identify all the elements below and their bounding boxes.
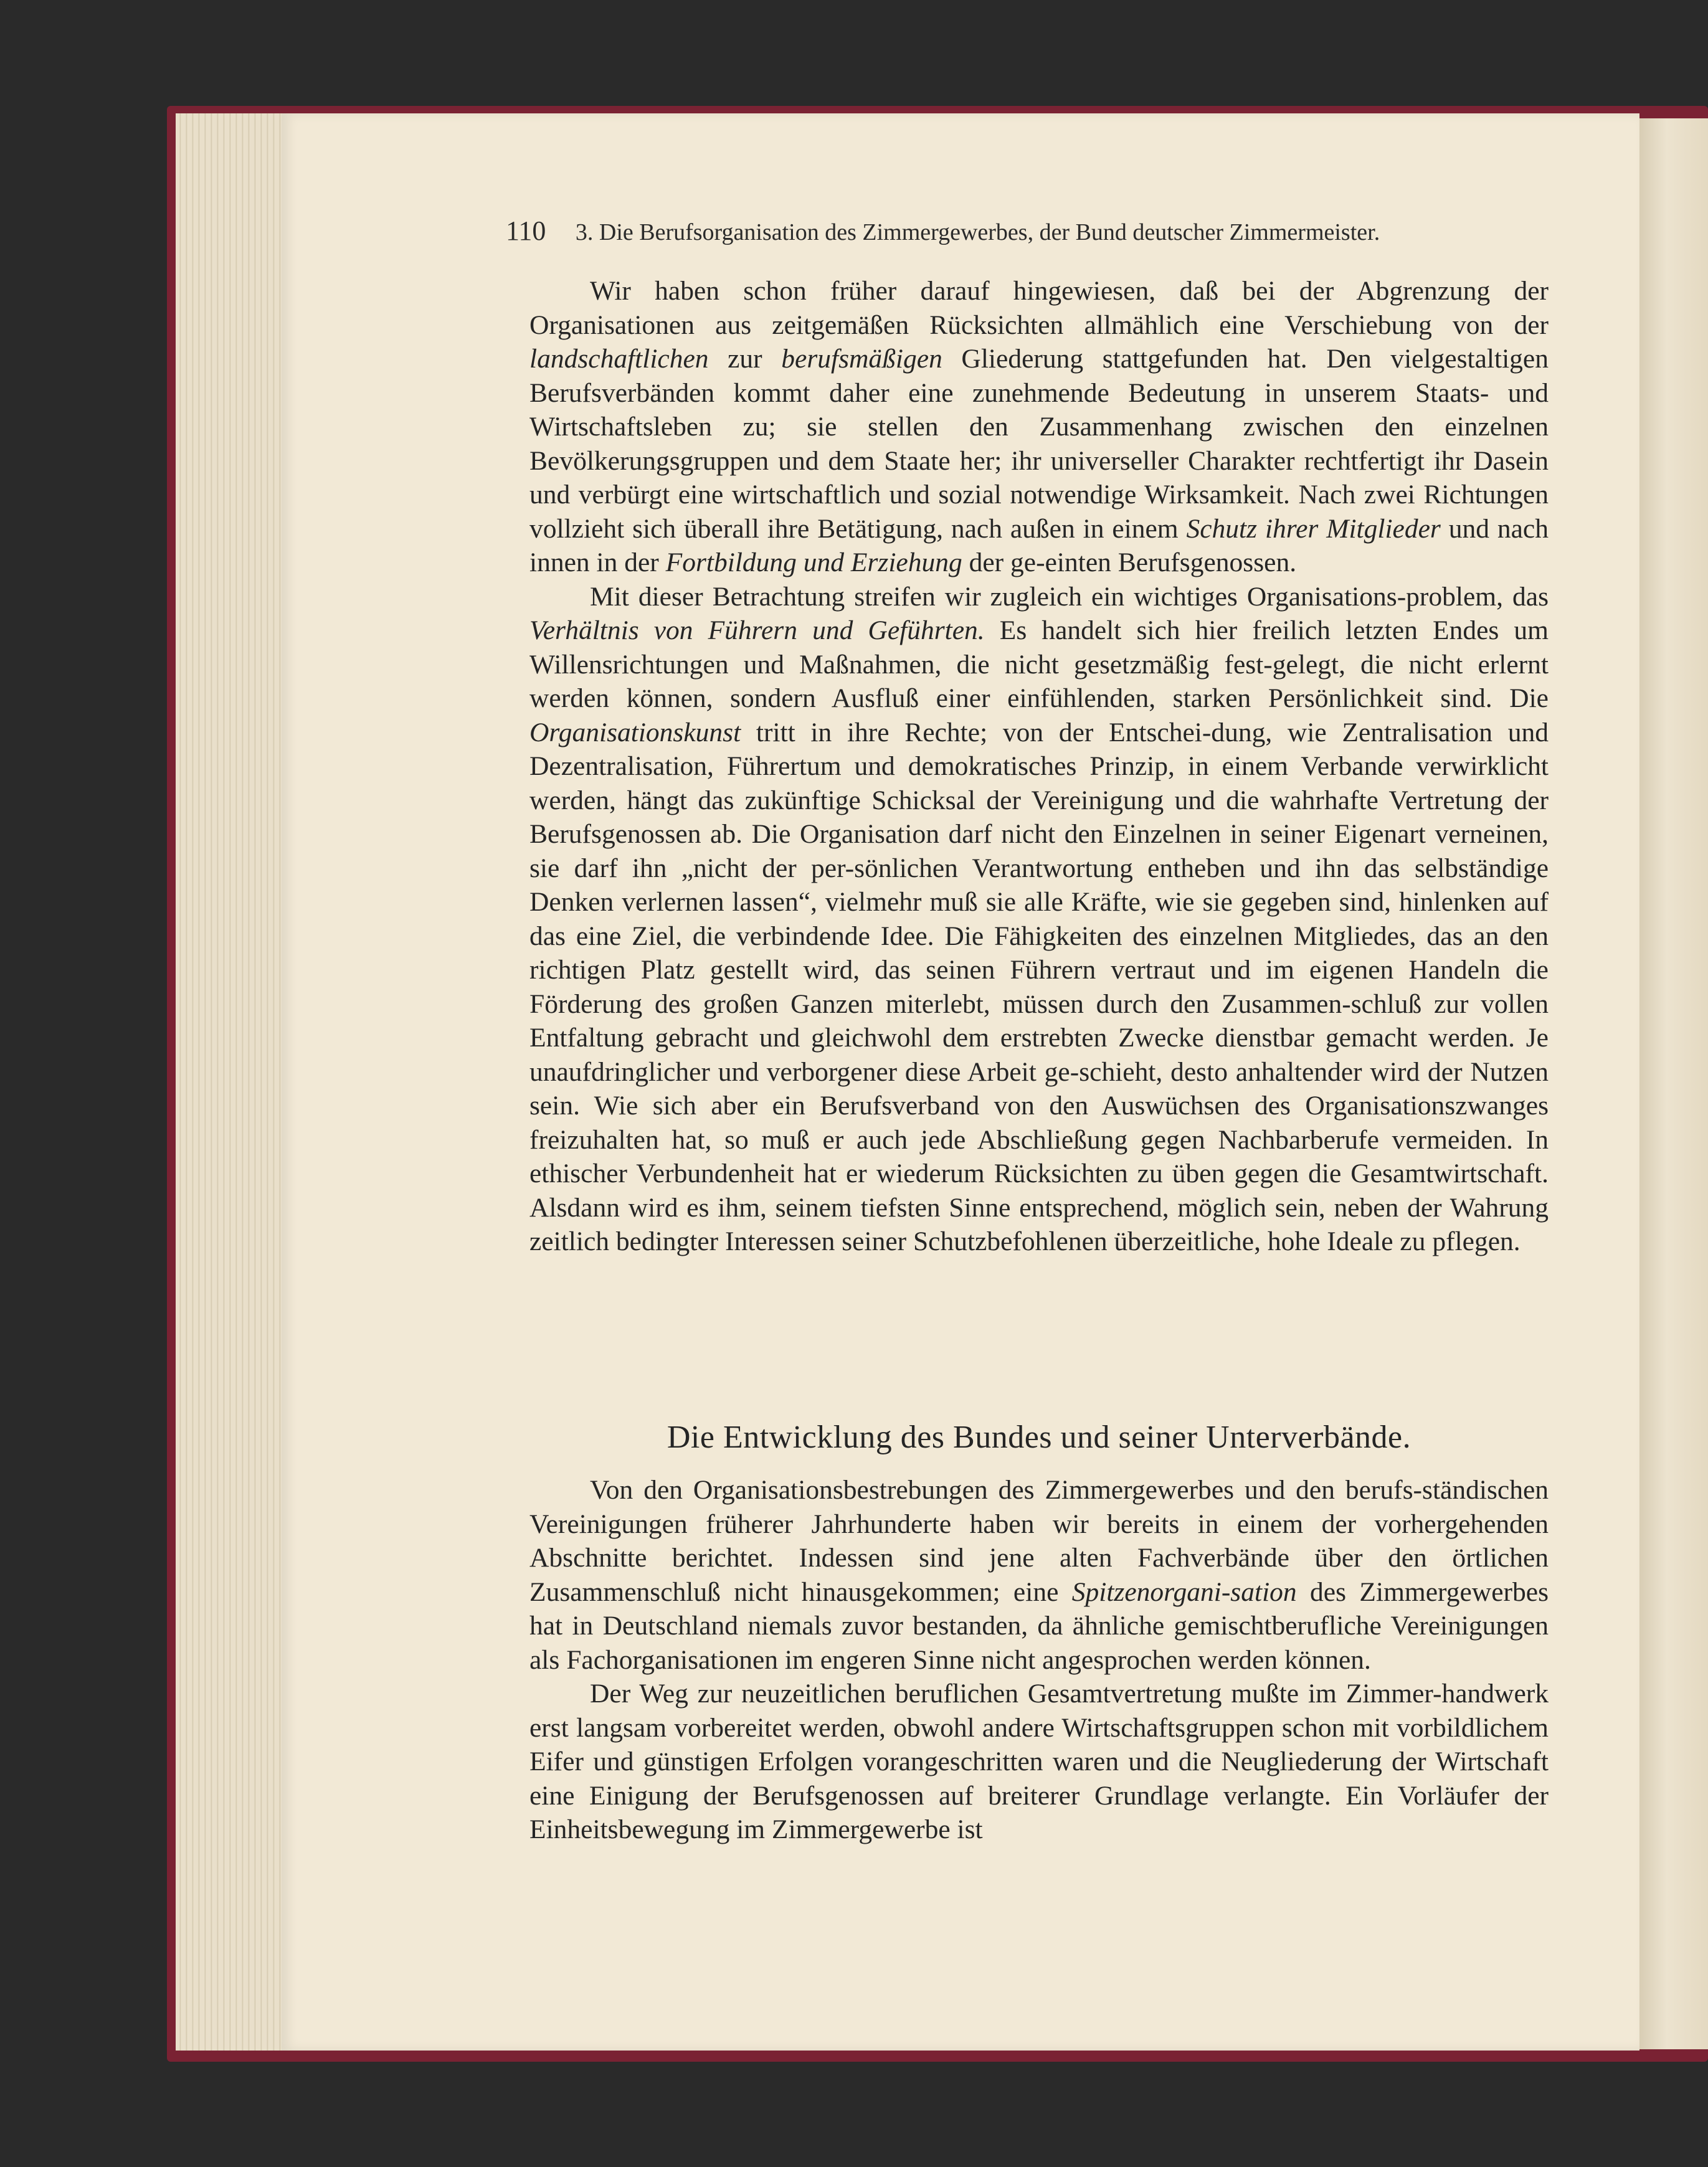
page-edges bbox=[176, 113, 288, 2051]
italic-phrase: landschaftlichen bbox=[529, 344, 709, 374]
italic-phrase: Spitzenorgani-sation bbox=[1071, 1577, 1297, 1607]
italic-phrase: Verhältnis von Führern und Geführten. bbox=[529, 615, 985, 645]
text-run: Der Weg zur neuzeitlichen beruflichen Gesamtvertretung mußte im Zimmer-handwerk erst langsam vorbereitet werden, obwohl andere Wirtschaftsgruppen schon mit vorbildlichem Eifer und günstigen Erfolgen vorangeschritten waren und die Neugliederung der Wirtschaft eine Einigung der Berufsgenossen auf breiterer Grundlage verlangte. Ein Vorläufer der Einheitsbewegung im Zimmergewerbe ist bbox=[529, 1679, 1549, 1844]
text-run: und nach innen in der bbox=[529, 513, 1549, 577]
text-run: Es handelt sich hier freilich letzten Endes um Willensrichtungen und Maßnahmen, die nicht gesetzmäßig fest-gelegt, die nicht erlernt werden können, sondern Ausfluß einer einfühlenden, starken Persönlichkeit sind. Die bbox=[529, 615, 1549, 713]
text-run: Gliederung stattgefunden hat. Den vielgestaltigen Berufsverbänden kommt daher eine zunehmende Bedeutung in unserem Staats- und Wirtschaftsleben zu; sie stellen den Zusammenhang zwischen den einzelnen Bevölkerungsgruppen und dem Staate her; ihr universeller Charakter rechtfertigt ihr Dasein und verbürgt eine wirtschaftlich und sozial notwendige Wirksamkeit. Nach zwei Richtungen vollzieht sich überall ihre Betätigung, nach außen in einem bbox=[529, 344, 1549, 544]
text-run: Mit dieser Betrachtung streifen wir zugleich ein wichtiges Organisations-problem, das bbox=[590, 581, 1549, 612]
text-run: der ge-einten Berufsgenossen. bbox=[962, 548, 1297, 577]
italic-phrase: Schutz ihrer Mitglieder bbox=[1186, 513, 1441, 544]
running-head-title: 3. Die Berufsorganisation des Zimmergewerbes, der Bund deutscher Zimmermeister. bbox=[575, 219, 1380, 245]
text-run: zur bbox=[708, 344, 782, 374]
italic-phrase: berufsmäßigen bbox=[781, 344, 942, 374]
section-heading: Die Entwicklung des Bundes und seiner Unterverbände. bbox=[667, 1420, 1411, 1455]
italic-phrase: Organisationskunst bbox=[529, 717, 741, 747]
page-number: 110 bbox=[506, 216, 546, 246]
text-run: tritt in ihre Rechte; von der Entschei-dung, wie Zentralisation und Dezentralisation, Führertum und demokratisches Prinzip, in einem Verbande verwirklicht werden, hängt das zukünftige Schicksal der Vereinigung und die wahrhafte Vertretung der Berufsgenossen ab. Die Organisation darf nicht den Einzelnen in seiner Eigenart verneinen, sie darf ihn „nicht der per-sönlichen Verantwortung entheben und ihn das selbständige Denken verlernen lassen“, vielmehr muß sie alle Kräfte, wie sie gegeben sind, hinlenken auf das eine Ziel, die verbindende Idee. Die Fähigkeiten des einzelnen Mitgliedes, das an den richtigen Platz gestellt wird, das seinen Führern vertraut und im eigenen Handeln die Förderung des großen Ganzen miterlebt, müssen durch den Zusammen-schluß zur vollen Entfaltung gebracht und gleichwohl dem erstrebten Zwecke dienstbar gemacht werden. Je unaufdringlicher und verborgener diese Arbeit ge-schieht, desto anhaltender wird der Nutzen sein. Wie sich aber ein Berufsverband von den Auswüchsen des Organisationszwanges freizuhalten hat, so muß er auch jede Abschließung gegen Nachbarberufe vermeiden. In ethischer Verbundenheit hat er wiederum Rücksichten zu üben gegen die Gesamtwirtschaft. Alsdann wird es ihm, seinem tiefsten Sinne entsprechend, möglich sein, neben der Wahrung zeitlich bedingter Interessen seiner Schutzbefohlenen überzeitliche, hohe Ideale zu pflegen. bbox=[529, 717, 1549, 1256]
paragraph bbox=[529, 274, 1549, 580]
running-head bbox=[506, 215, 1502, 252]
paragraph bbox=[529, 1677, 1549, 1847]
section2-body bbox=[529, 1473, 1549, 1847]
text-run: des Zimmergewerbes hat in Deutschland niemals zuvor bestanden, da ähnliche gemischtberufliche Vereinigungen als Fachorganisationen im engeren Sinne nicht angesprochen werden können. bbox=[529, 1577, 1549, 1675]
section1-body bbox=[529, 274, 1549, 1259]
facing-page-edge bbox=[1639, 118, 1708, 2049]
paragraph bbox=[529, 1473, 1549, 1677]
text-run: Wir haben schon früher darauf hingewiesen, daß bei der Abgrenzung der Organisationen aus zeitgemäßen Rücksichten allmählich eine Verschiebung von der bbox=[529, 276, 1549, 340]
paragraph bbox=[529, 580, 1549, 1259]
text-run: Von den Organisationsbestrebungen des Zimmergewerbes und den berufs-ständischen Vereinigungen früherer Jahrhunderte haben wir bereits in einem der vorhergehenden Abschnitte berichtet. Indessen sind jene alten Fachverbände über den örtlichen Zusammenschluß nicht hinausgekommen; eine bbox=[529, 1475, 1549, 1607]
italic-phrase: Fortbildung und Erziehung bbox=[665, 548, 962, 577]
